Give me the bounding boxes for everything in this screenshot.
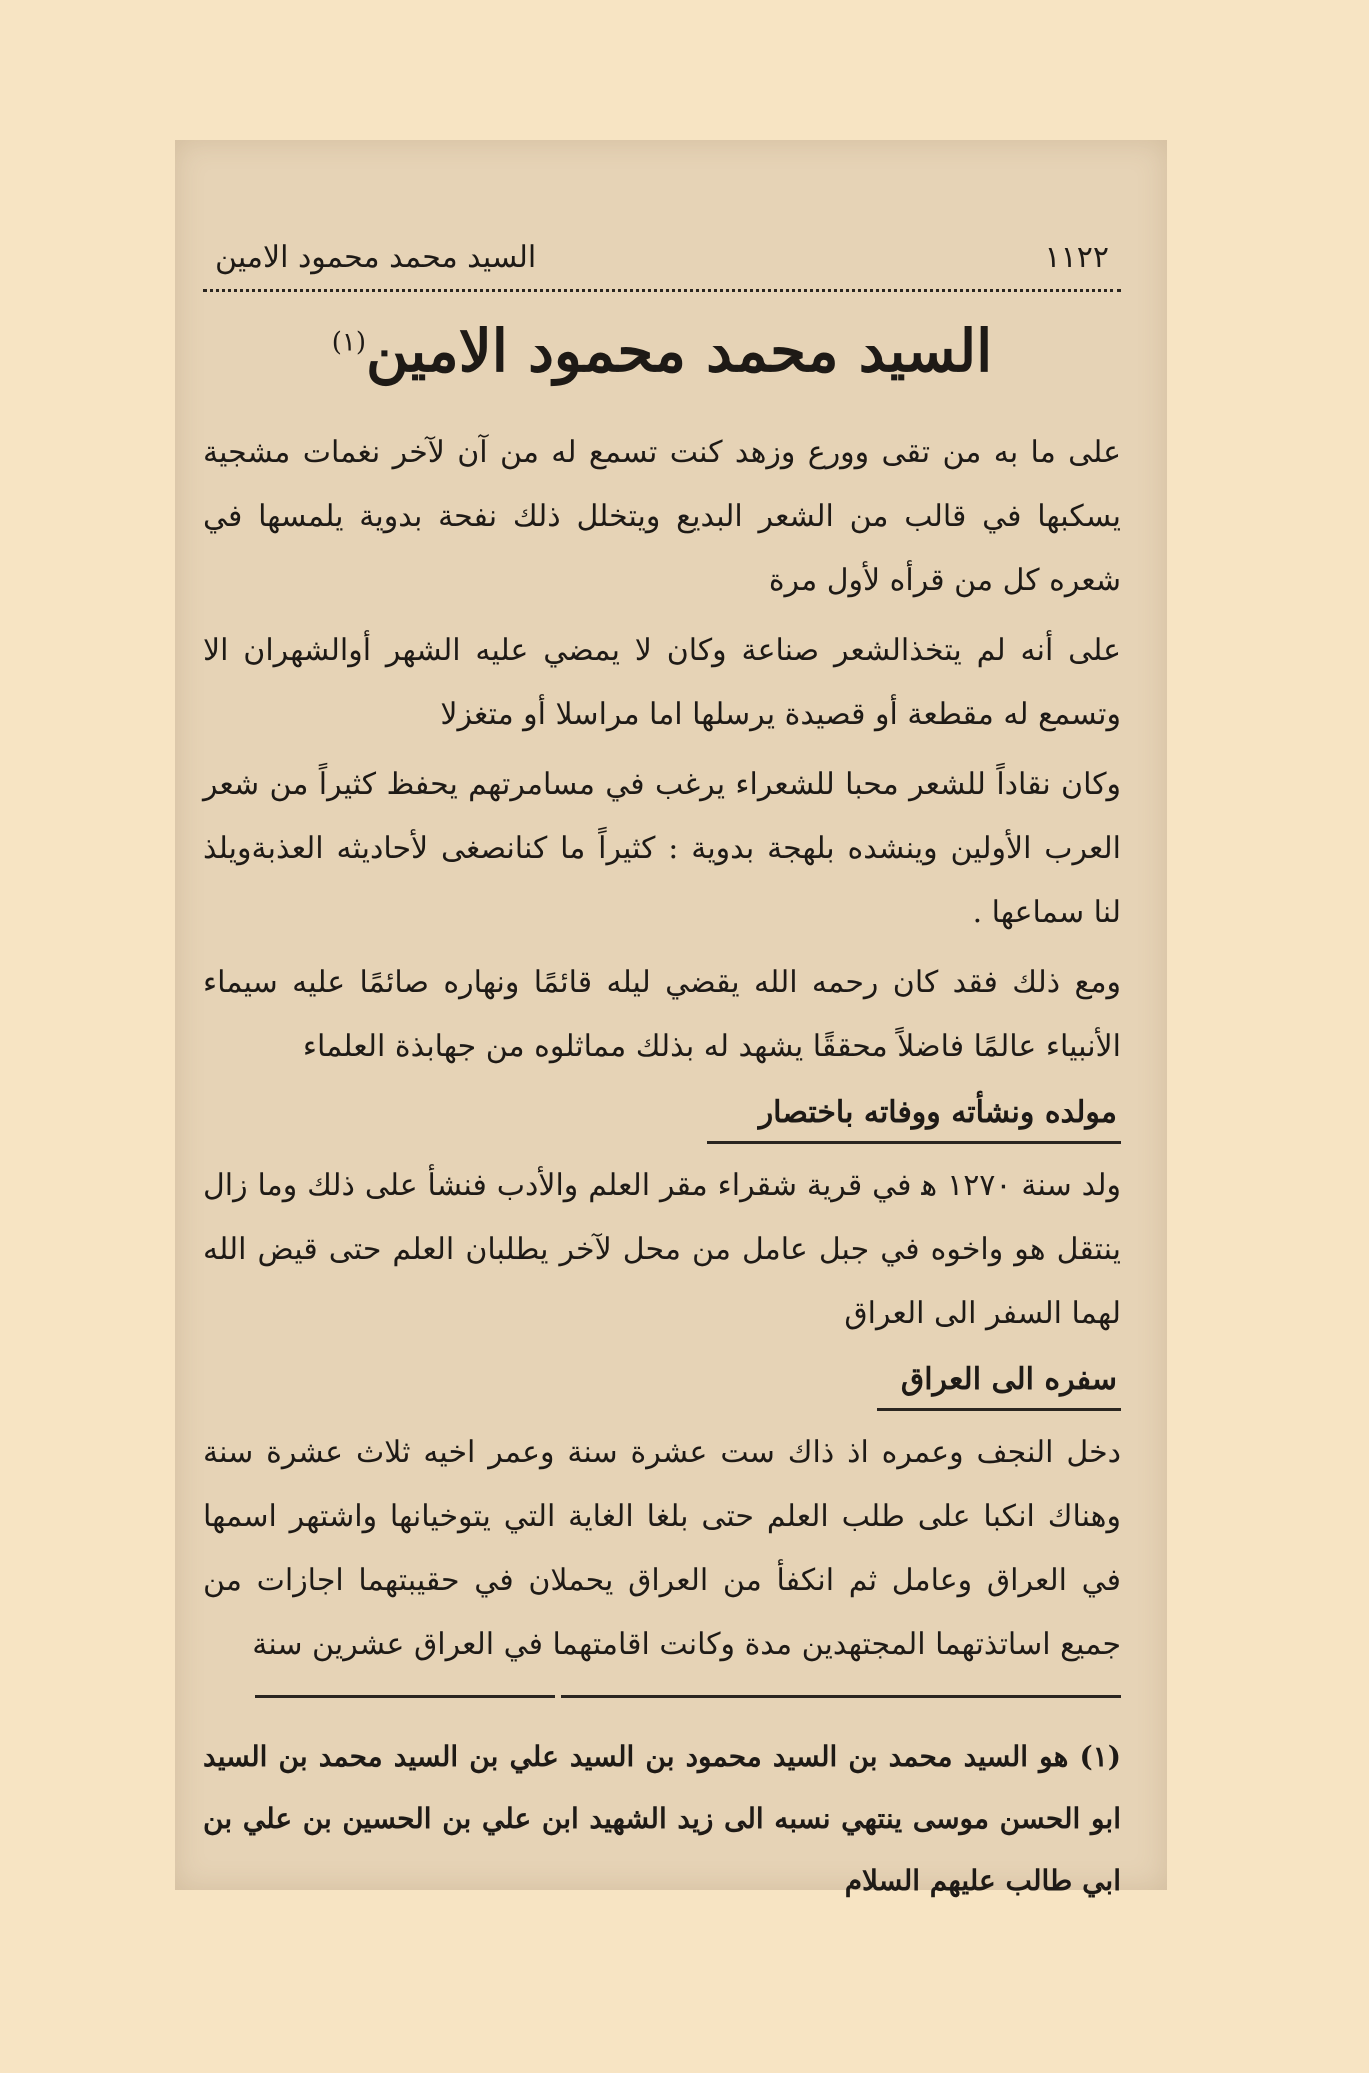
- running-title: السيد محمد محمود الامين: [215, 240, 537, 275]
- section-birth-text: ولد سنة ١٢٧٠ ﻫ في قرية شقراء مقر العلم والأدب فنشأ على ذلك وما زال ينتقل هو واخوه في جبل عامل من محل لآخر يطلبان العلم حتى قيض الله لهما السفر الى العراق: [203, 1167, 1121, 1331]
- title-footnote-mark: (١): [331, 327, 366, 358]
- section-iraq-text: دخل النجف وعمره اذ ذاك ست عشرة سنة وعمر اخيه ثلاث عشرة سنة وهناك انكبا على طلب العلم حتى بلغا الغاية التي يتوخيانها واشتهر اسمها في العراق وعامل ثم انكفأ من العراق يحملان في حقيبتهما اجازات من جميع اساتذتهما المجتهدين مدة وكانت اقامتهما في العراق عشرين سنة: [203, 1434, 1121, 1662]
- scanned-page: [175, 140, 1167, 1897]
- page-content: [203, 240, 1121, 1940]
- paragraph-1: على ما به من تقى وورع وزهد كنت تسمع له من آن لآخر نغمات مشجية يسكبها في قالب من الشعر البديع ويتخلل ذلك نفحة بدوية يلمسها في شعره كل من قرأه لأول مرة: [203, 434, 1121, 598]
- paragraph-4: ومع ذلك فقد كان رحمه الله يقضي ليله قائمًا ونهاره صائمًا عليه سيماء الأنبياء عالمًا فاضلاً محققًا يشهد له بذلك مماثلوه من جهابذة العلماء: [203, 964, 1121, 1064]
- paragraph-3: وكان نقاداً للشعر محبا للشعراء يرغب في مسامرتهم يحفظ كثيراً من شعر العرب الأولين وينشده بلهجة بدوية : كثيراً ما كنانصغى لأحاديثه العذبةويلذ لنا سماعها .: [203, 766, 1121, 930]
- section-heading-iraq: سفره الى العراق: [877, 1352, 1121, 1411]
- running-header: [203, 240, 1121, 275]
- footnote: (١) هو السيد محمد بن السيد محمود بن السيد علي بن السيد محمد بن السيد ابو الحسن موسى ينتهي نسبه الى زيد الشهيد ابن علي بن الحسين بن علي بن ابي طالب عليهم السلام: [203, 1739, 1121, 1897]
- page-number: ١١٢٢: [1044, 240, 1109, 275]
- title-text: السيد محمد محمود الامين: [366, 317, 993, 385]
- header-divider: [203, 289, 1121, 292]
- article-title: [203, 318, 1121, 385]
- paragraph-2: على أنه لم يتخذالشعر صناعة وكان لا يمضي عليه الشهر أوالشهران الا وتسمع له مقطعة أو قصيدة يرسلها اما مراسلا أو متغزلا: [203, 632, 1121, 732]
- section-heading-birth: مولده ونشأته ووفاته باختصار: [707, 1085, 1121, 1144]
- footnote-divider: [203, 1695, 1121, 1698]
